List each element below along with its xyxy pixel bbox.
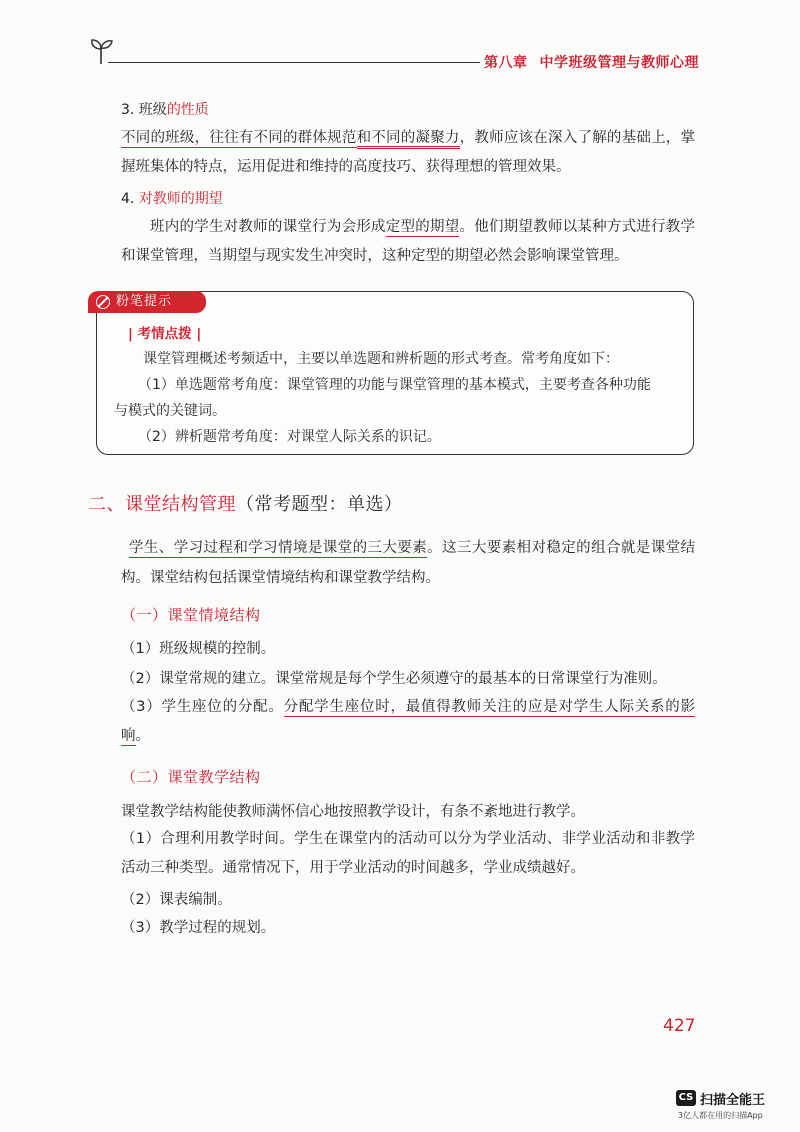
tip-tab: 粉笔提示 [88,291,206,313]
chapter-title: 中学班级管理与教师心理 [539,55,699,71]
tip-line: 与模式的关键词。 [114,403,226,419]
header-rule [108,62,480,63]
subsection-teaching-structure: （二）课堂教学结构 [121,768,261,786]
list-item: （2）课堂常规的建立。课堂常规是每个学生必须遵守的最基本的日常课堂行为准则。 [121,671,667,687]
chapter-number: 第八章 [484,55,528,71]
tip-line: （1）单选题常考角度：课堂管理的功能与课堂管理的基本模式，主要考查各种功能 [138,377,651,393]
list-item: （1）班级规模的控制。 [121,641,276,657]
tip-line: 课堂管理概述考频适中，主要以单选题和辨析题的形式考查。常考角度如下： [143,351,619,367]
paragraph-classroom-structure: 学生、学习过程和学习情境是课堂的三大要素。这三大要素相对稳定的组合就是课堂结构。课堂结构包括课堂情境结构和课堂教学结构。 [121,540,695,586]
paragraph-teaching-structure: 课堂教学结构能使教师满怀信心地按照教学设计，有条不紊地进行教学。 [121,804,585,820]
watermark-name: 扫描全能王 [700,1093,766,1108]
subsection-situational-structure: （一）课堂情境结构 [121,606,261,624]
paragraph-teacher-expectation: 班内的学生对教师的课堂行为会形成定型的期望。他们期望教师以某种方式进行教学和课堂管理，当期望与现实发生冲突时，这种定型的期望必然会影响课堂管理。 [121,219,696,264]
list-item: （3）学生座位的分配。分配学生座位时，最值得教师关注的应是对学生人际关系的影响。 [121,699,696,744]
page-number: 427 [663,1016,696,1036]
prohibit-icon [96,295,110,309]
tip-line: （2）辨析题常考角度：对课堂人际关系的识记。 [138,429,441,445]
paragraph-class-nature: 不同的班级，往往有不同的群体规范和不同的凝聚力，教师应该在深入了解的基础上，掌握班集体的特点，运用促进和维持的高度技巧、获得理想的管理效果。 [121,130,696,175]
list-item: （1）合理利用教学时间。学生在课堂内的活动可以分为学业活动、非学业活动和非教学活动三种类型。通常情况下，用于学业活动的时间越多，学业成绩越好。 [121,831,695,876]
camscanner-logo-icon: CS [676,1090,696,1106]
list-item: （2）课表编制。 [121,892,232,908]
tip-subtitle: | 考情点拨 | [128,326,202,342]
watermark-tagline: 3亿人都在用的扫描App [678,1111,763,1120]
running-head [484,52,699,72]
heading-teacher-expectation: 4. 对教师的期望 [121,191,223,207]
heading-class-nature: 3. 班级的性质 [121,102,209,118]
section-title: 二、课堂结构管理（常考题型：单选） [88,494,403,515]
list-item: （3）教学过程的规划。 [121,920,276,936]
